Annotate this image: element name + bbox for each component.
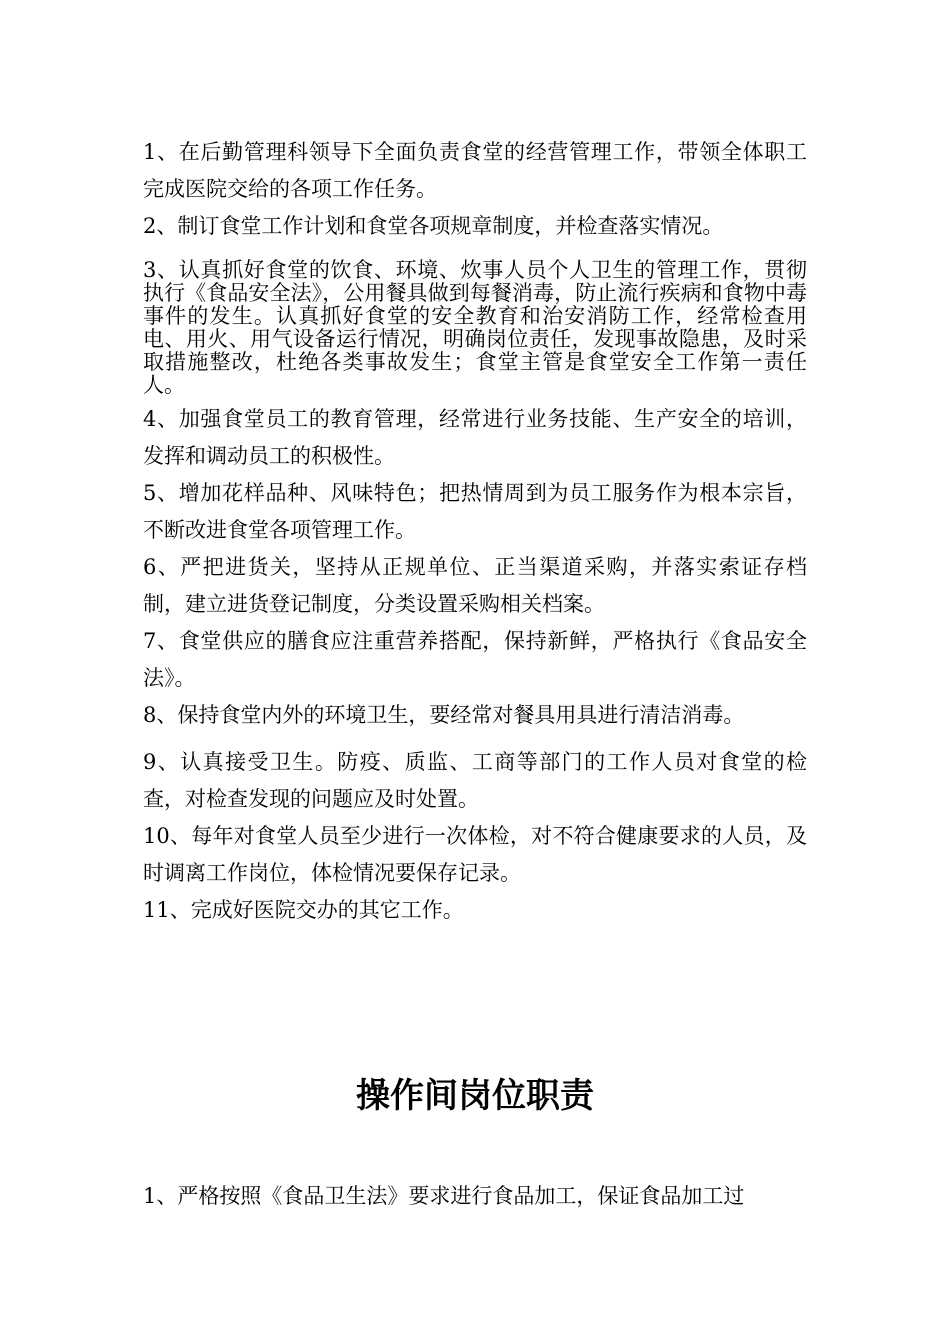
duty-list-operation-room: [143, 1178, 807, 1215]
duty-item-8: 8、保持食堂内外的环境卫生，要经常对餐具用具进行清洁消毒。: [143, 703, 745, 727]
duty-item-7: 7、食堂供应的膳食应注重营养搭配，保持新鲜，严格执行《食品安全法》。: [143, 629, 807, 690]
duty-item-3: 3、认真抓好食堂的饮食、环境、炊事人员个人卫生的管理工作，贯彻执行《食品安全法》，公用餐具做到每餐消毒，防止流行疾病和食物中毒事件的发生。认真抓好食堂的安全教育和治安消防工作，经常检查用电、用火、用气设备运行情况，明确岗位责任，发现事故隐患，及时采取措施整改，杜绝各类事故发生；食堂主管是食堂安全工作第一责任人。: [143, 258, 807, 397]
duty-item-4: 4、加强食堂员工的教育管理，经常进行业务技能、生产安全的培训，发挥和调动员工的积极性。: [143, 407, 807, 468]
duty-item-2: 2、制订食堂工作计划和食堂各项规章制度，并检查落实情况。: [143, 214, 724, 238]
duty-item-6: 6、严把进货关，坚持从正规单位、正当渠道采购，并落实索证存档制，建立进货登记制度，分类设置采购相关档案。: [143, 555, 807, 616]
duty-list-canteen: [143, 134, 807, 929]
duty-item-1: 1、在后勤管理科领导下全面负责食堂的经营管理工作，带领全体职工完成医院交给的各项工作任务。: [143, 140, 807, 201]
operation-duty-item-1: 1、严格按照《食品卫生法》要求进行食品加工，保证食品加工过: [143, 1184, 745, 1208]
duty-item-5: 5、增加花样品种、风味特色；把热情周到为员工服务作为根本宗旨，不断改进食堂各项管理工作。: [143, 481, 807, 542]
duty-item-10: 10、每年对食堂人员至少进行一次体检，对不符合健康要求的人员，及时调离工作岗位，体检情况要保存记录。: [143, 824, 807, 885]
duty-item-9: 9、认真接受卫生。防疫、质监、工商等部门的工作人员对食堂的检查，对检查发现的问题应及时处置。: [143, 750, 807, 811]
section-title-operation-room: 操作间岗位职责: [356, 1076, 594, 1116]
duty-item-11: 11、完成好医院交办的其它工作。: [143, 898, 464, 922]
